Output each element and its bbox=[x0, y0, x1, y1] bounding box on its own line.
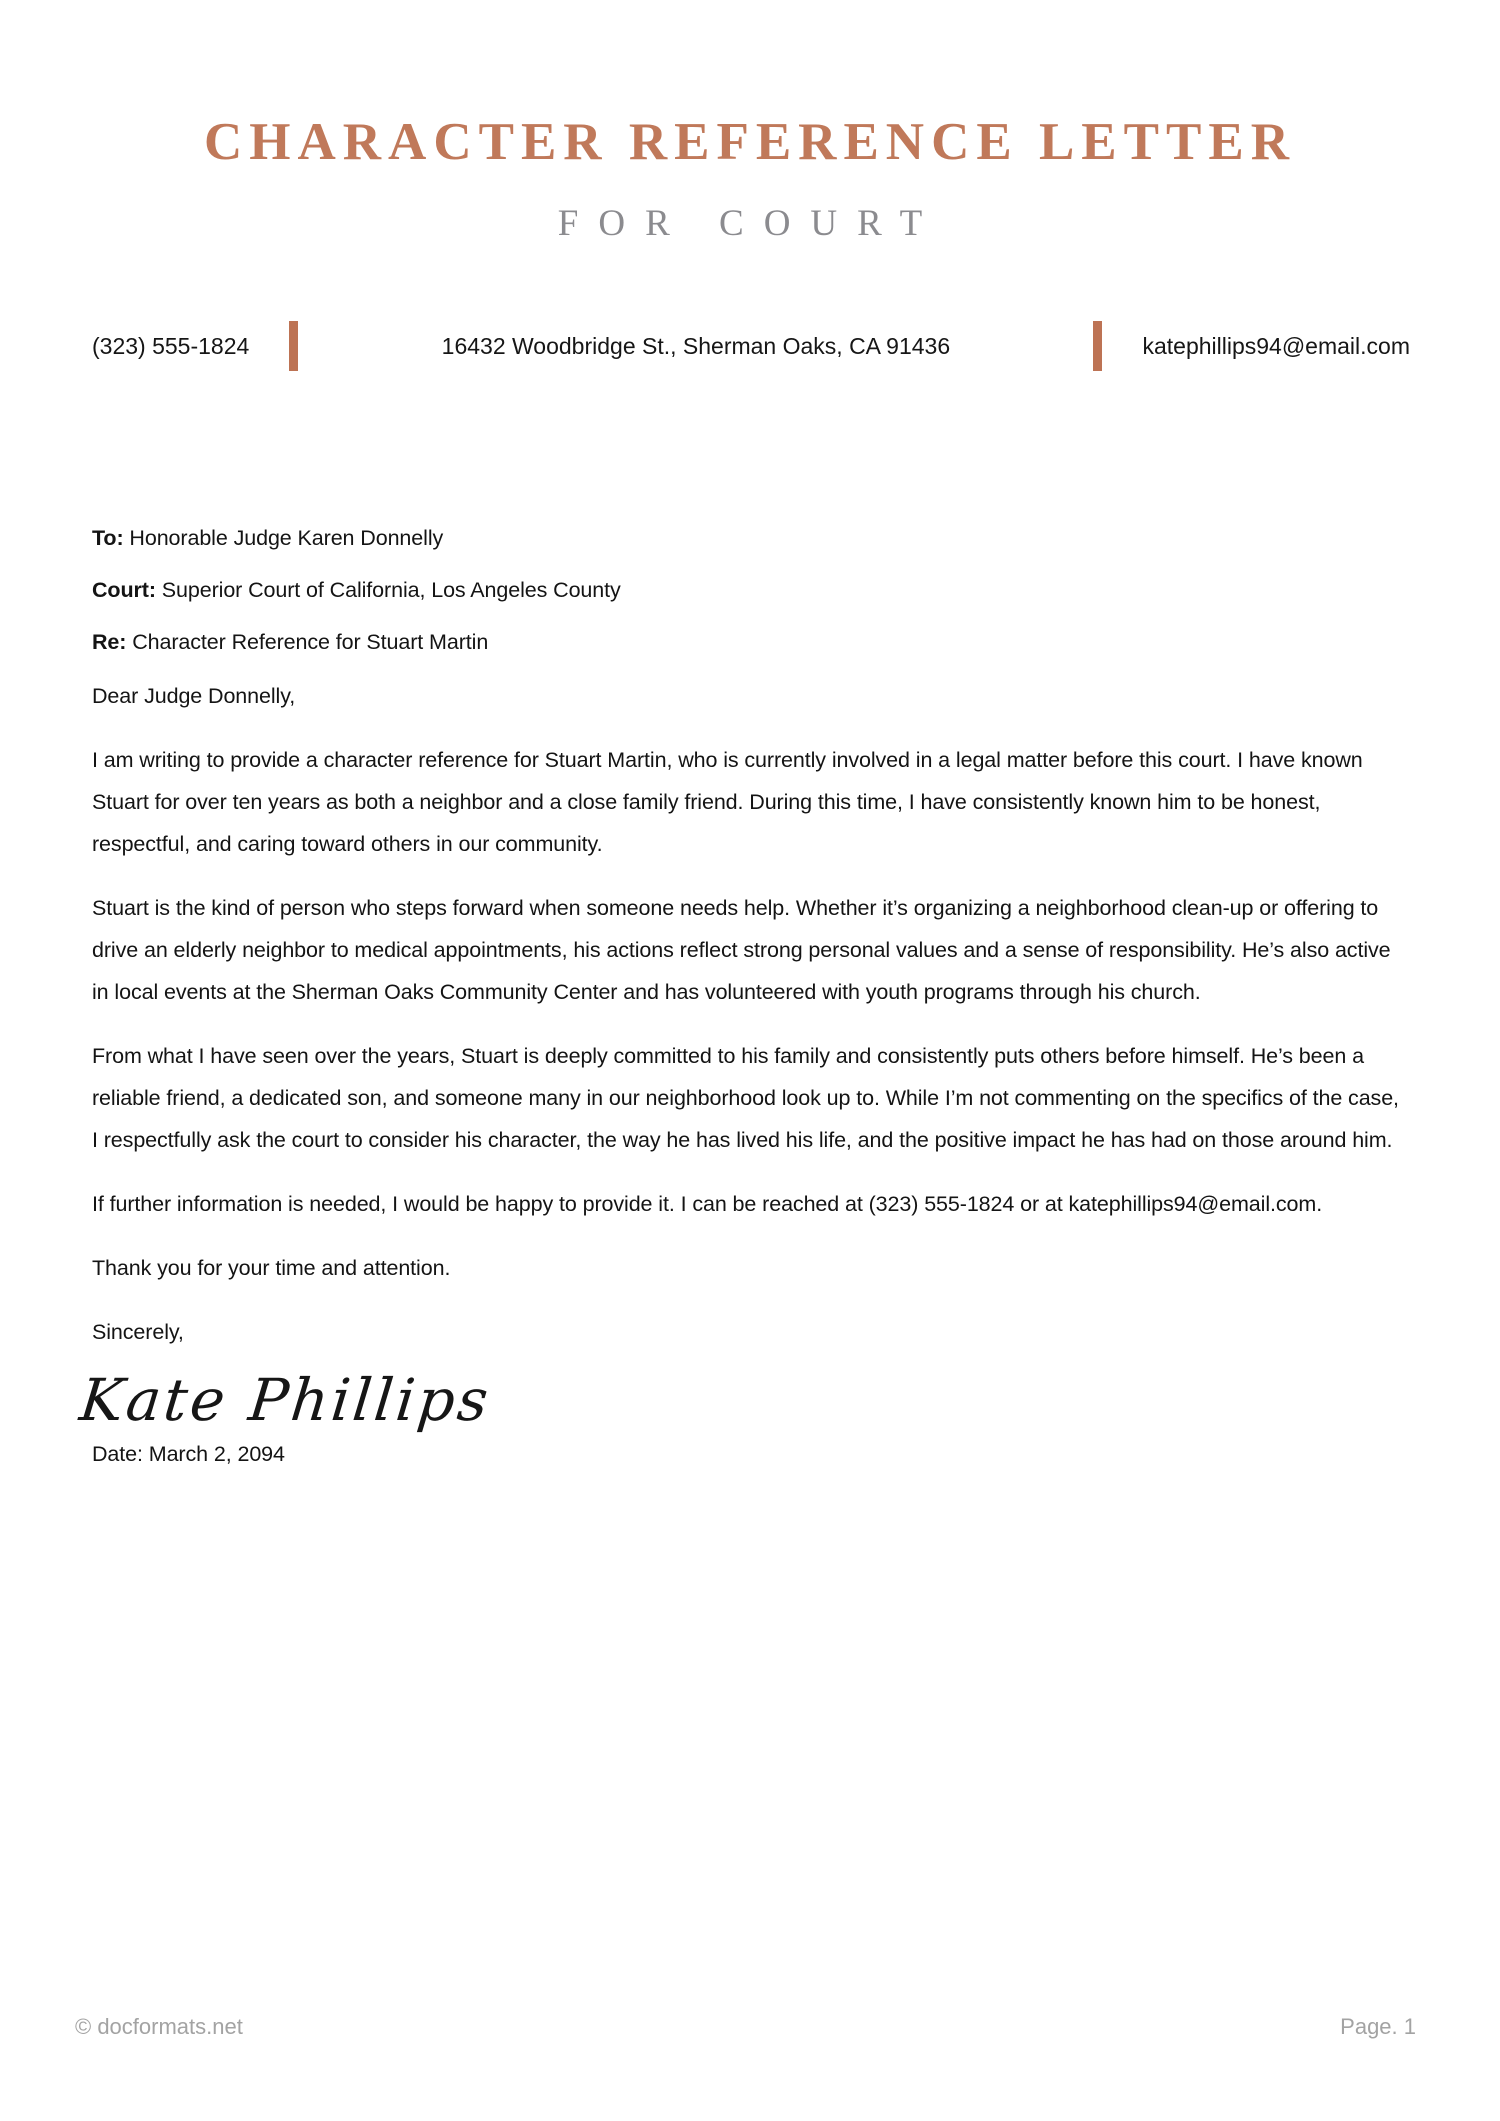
signoff: Sincerely, bbox=[92, 1320, 184, 1344]
divider-bar bbox=[1093, 321, 1102, 371]
contact-address: 16432 Woodbridge St., Sherman Oaks, CA 91436 bbox=[441, 332, 951, 359]
page-footer bbox=[75, 2014, 1416, 2040]
handwritten-signature: Kate Phillips bbox=[76, 1366, 495, 1434]
paragraph-1: I am writing to provide a character reference for Stuart Martin, who is currently involved in a legal matter before this court. I have known Stuart for over ten years as both a neighbor and a close family friend. During this time, I have consistently known him to be honest, respectful, and caring toward others in our community. bbox=[92, 748, 1363, 856]
paragraph-4: If further information is needed, I would be happy to provide it. I can be reached at (323) 555-1824 or at katephillips94@email.com. bbox=[92, 1192, 1323, 1216]
meta-to-row bbox=[92, 519, 1410, 557]
paragraph-2: Stuart is the kind of person who steps forward when someone needs help. Whether it’s organizing a neighborhood clean-up or offering to drive an elderly neighbor to medical appointments, his actions reflect strong personal values and a sense of responsibility. He’s also active in local events at the Sherman Oaks Community Center and has volunteered with youth programs through his church. bbox=[92, 896, 1391, 1004]
footer-page-number: Page. 1 bbox=[1340, 2014, 1416, 2039]
paragraph-5: Thank you for your time and attention. bbox=[92, 1256, 451, 1280]
meta-re-row bbox=[92, 623, 1410, 661]
page-subtitle: FOR COURT bbox=[557, 203, 943, 244]
salutation: Dear Judge Donnelly, bbox=[92, 684, 296, 708]
footer-copyright: © docformats.net bbox=[75, 2014, 243, 2039]
page-title: CHARACTER REFERENCE LETTER bbox=[204, 113, 1296, 171]
to-label: To: bbox=[92, 526, 124, 550]
contact-email: katephillips94@email.com bbox=[1142, 332, 1410, 359]
date-line: Date: March 2, 2094 bbox=[92, 1442, 285, 1466]
to-value: Honorable Judge Karen Donnelly bbox=[129, 526, 444, 550]
court-label: Court: bbox=[92, 578, 156, 602]
contact-band bbox=[92, 321, 1410, 371]
paragraph-3: From what I have seen over the years, Stuart is deeply committed to his family and consistently puts others before himself. He’s been a reliable friend, a dedicated son, and someone many in our neighborhood look up to. While I’m not commenting on the specifics of the case, I respectfully ask the court to consider his character, the way he has lived his life, and the positive impact he has had on those around him. bbox=[92, 1044, 1399, 1152]
letter-body bbox=[76, 519, 1410, 1473]
contact-phone: (323) 555-1824 bbox=[92, 332, 250, 359]
divider-bar bbox=[289, 321, 298, 371]
court-value: Superior Court of California, Los Angeles County bbox=[161, 578, 621, 602]
re-label: Re: bbox=[92, 630, 127, 654]
meta-court-row bbox=[92, 571, 1410, 609]
letter-header bbox=[0, 0, 1500, 245]
re-value: Character Reference for Stuart Martin bbox=[132, 630, 489, 654]
